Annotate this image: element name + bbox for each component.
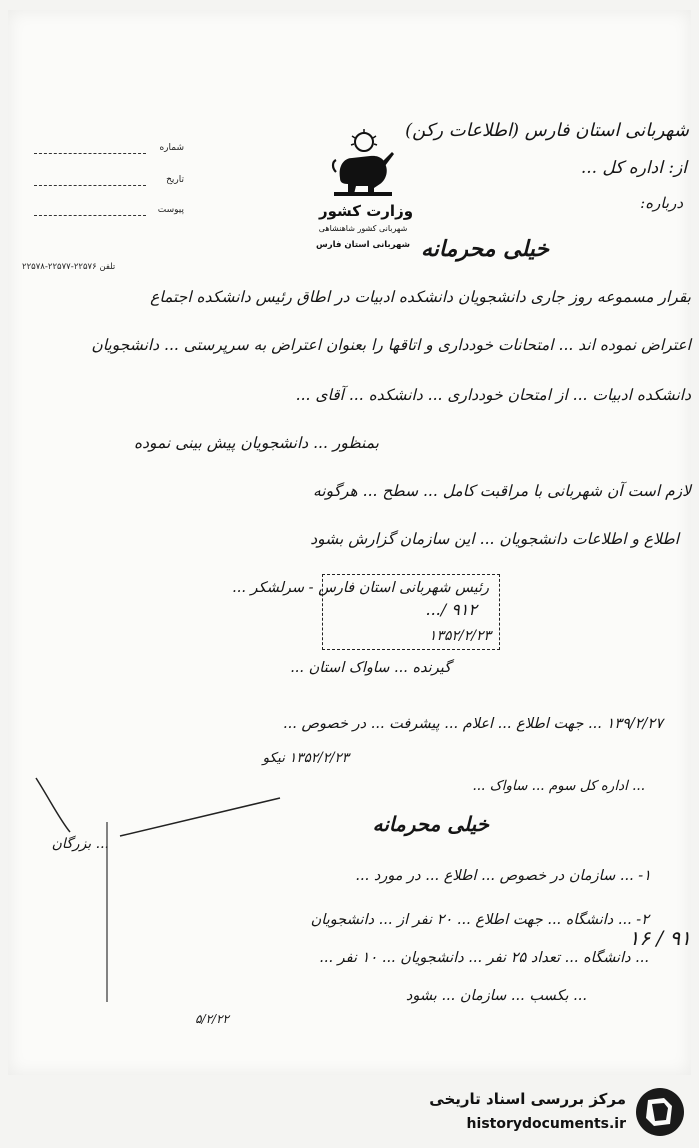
body-line-1: بقرار مسموعه روز جاری دانشجویان دانشکده ادبیات در اطاق رئیس دانشکده اجتماع (150, 288, 691, 306)
archive-logo-icon (634, 1086, 686, 1138)
item-header: ... بزرگان (51, 836, 109, 852)
number-field (34, 143, 184, 161)
item-4: ... بکسب ... سازمان ... بشود (405, 988, 587, 1004)
reference-note: ۱۳۹/۲/۲۷ ... جهت اطلاع ... اعلام ... پیشرفت ... در خصوص ... (283, 716, 663, 732)
ministry-subtitle: شهربانی کشور شاهنشاهی (318, 224, 408, 233)
date-field (34, 175, 184, 193)
subject-line: درباره: (640, 194, 683, 212)
signature-line: رئیس شهربانی استان فارس - سرلشکر ... (232, 580, 489, 596)
reference-date: ۱۳۵۲/۲/۲۳ نیکو (262, 750, 349, 766)
body-line-2: اعتراض نموده اند ... امتحانات خودداری و اتاقها را بعنوان اعتراض به سرپرستی ... دانشجویان (91, 336, 691, 354)
stamp-number: ۹۱۲ /... (425, 600, 477, 619)
copy-to-note: گیرنده ... ساواک استان ... (290, 660, 451, 676)
lion-and-sun-emblem-icon (330, 128, 396, 198)
attachment-label: پیوست (157, 205, 184, 215)
margin-bracket-line (30, 770, 290, 840)
body-line-6: اطلاع و اطلاعات دانشجویان ... این سازمان گزارش بشود (310, 530, 679, 548)
recipient-line: شهربانی استان فارس (اطلاعات رکن) (405, 120, 689, 141)
forwarding-note: ... اداره کل سوم ... ساواک ... (472, 778, 645, 794)
footnote-date: ۵/۲/۲۲ (195, 1012, 229, 1026)
item-3: ... دانشگاه ... تعداد ۲۵ نفر ... دانشجویان ... ۱۰ نفر ... (319, 950, 649, 966)
date-label: تاریخ (166, 175, 184, 185)
phone-numbers: تلفن ۲۲۵۷۶-۲۲۵۷۷-۲۲۵۷۸ (22, 262, 116, 272)
item-1: ۱- ... سازمان در خصوص ... اطلاع ... در مورد ... (355, 868, 651, 884)
ministry-title: وزارت کشور (318, 202, 414, 220)
attachment-field (34, 205, 184, 223)
archive-name: مرکز بررسی اسناد تاریخی (429, 1090, 626, 1108)
sender-line: از: اداره کل ... (580, 158, 687, 178)
classification-heading: خیلی محرمانه (420, 236, 549, 262)
item-2: ۲- ... دانشگاه ... جهت اطلاع ... ۲۰ نفر از ... دانشجویان (310, 912, 649, 928)
body-line-3: دانشکده ادبیات ... از امتحان خودداری ... دانشکده ... آقای ... (295, 386, 691, 404)
margin-number: ۹۱ / ۱۶ (628, 926, 691, 950)
body-line-4: بمنظور ... دانشجویان پیش بینی نموده (133, 434, 379, 452)
stamp-date: ۱۳۵۲/۲/۲۳ (428, 628, 491, 644)
province-police-title: شهربانی استان فارس (316, 240, 410, 250)
archive-website: historydocuments.ir (466, 1116, 626, 1132)
classification-heading-2: خیلی محرمانه (372, 812, 489, 836)
body-line-5: لازم است آن شهربانی با مراقبت کامل ... سطح ... هرگونه (312, 482, 691, 500)
number-label: شماره (159, 143, 184, 153)
vertical-margin-line (100, 822, 114, 1002)
